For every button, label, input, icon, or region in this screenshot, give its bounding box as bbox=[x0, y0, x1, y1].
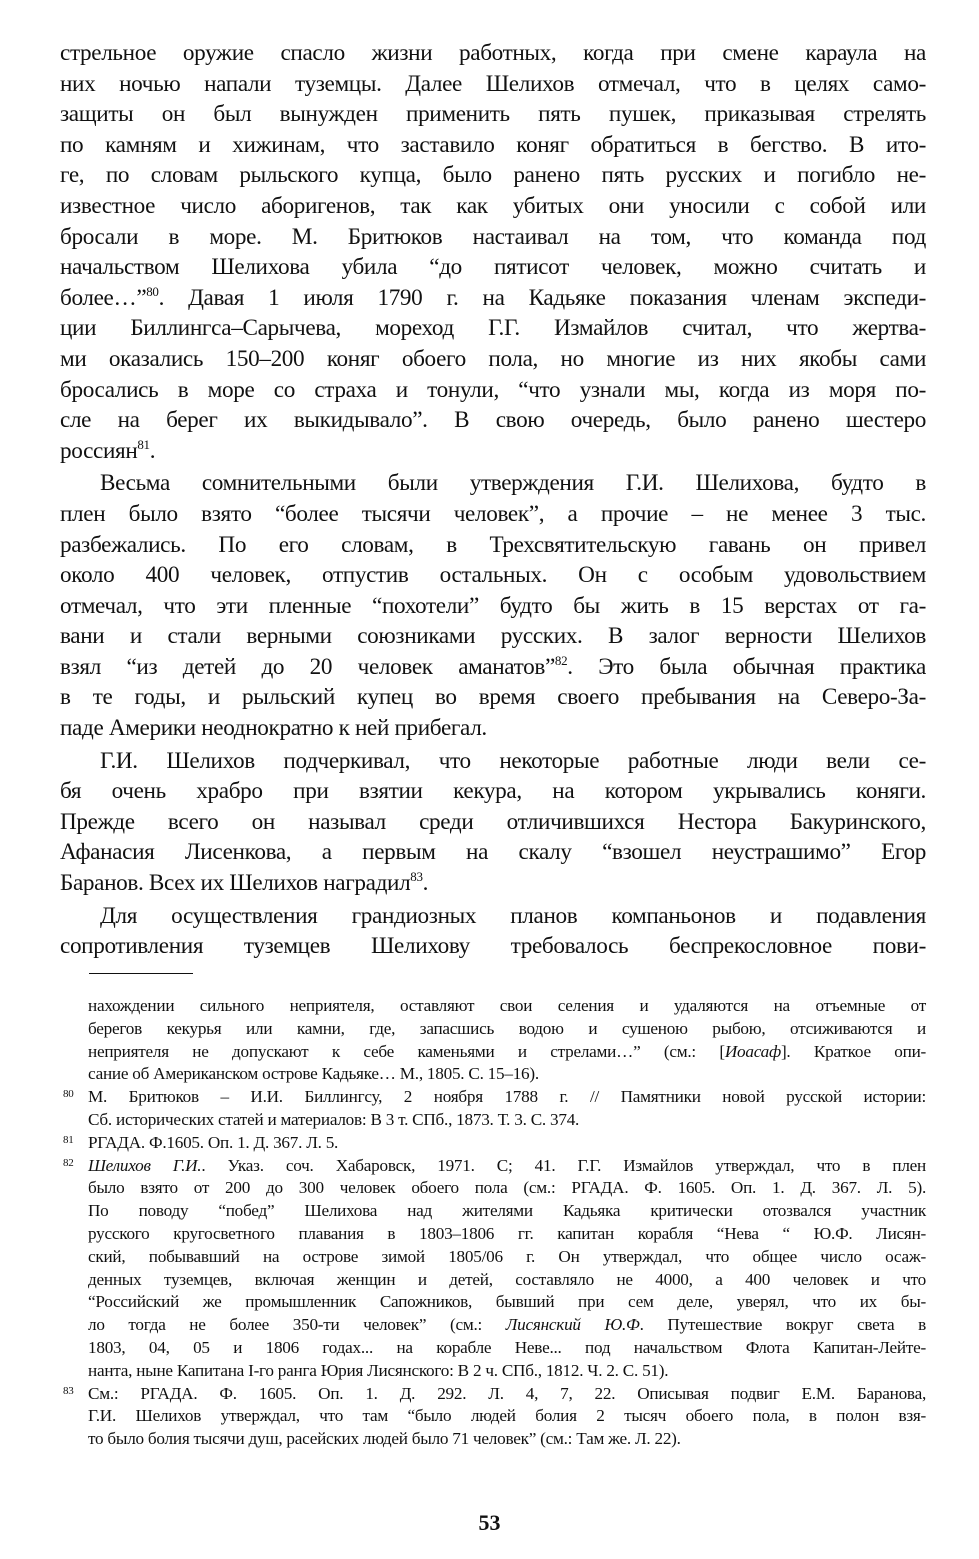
footnote-line: сание об Американском острове Кадьяке… М., 1805. С. 15–16). bbox=[88, 1064, 539, 1084]
text-line: по камням и хижинам, что заставило коняг обратиться в бегство. В ито- bbox=[60, 131, 926, 158]
footnote-line bbox=[60, 1155, 926, 1178]
text-line: бросали в море. М. Бритюков настаивал на том, что команда под bbox=[60, 223, 926, 250]
footnote-line: Г.И. Шелихов утверждал, что там “было людей болия 2 тысяч обоего пола, в полон взя- bbox=[88, 1406, 926, 1426]
footnote-ref[interactable]: 83 bbox=[410, 869, 423, 885]
text-fragment: Баранов. Всех их Шелихов наградил bbox=[60, 870, 411, 897]
text-line: сопротивления туземцев Шелихову требовалось беспрекословное пови- bbox=[60, 933, 926, 960]
footnote-continuation bbox=[60, 995, 926, 1086]
footnote-83 bbox=[60, 1383, 926, 1451]
paragraph bbox=[60, 901, 926, 962]
footnote-80 bbox=[60, 1086, 926, 1132]
text-line: Весьма сомнительными были утверждения Г.И. Шелихова, будто в bbox=[100, 470, 926, 497]
text-line: Для осуществления грандиозных планов компаньонов и подавления bbox=[100, 902, 926, 929]
text-line: в те годы, и рыльский купец во время своего пребывания на Северо-За- bbox=[60, 684, 926, 711]
text-line: паде Америки неоднократно к ней прибегал. bbox=[60, 715, 487, 742]
footnote-line: ский, побывавший на острове зимой 1805/06 г. Он утверждал, что общее число осаж- bbox=[88, 1246, 926, 1266]
footnote-82 bbox=[60, 1155, 926, 1383]
footnote-line bbox=[60, 1314, 926, 1337]
text-fragment: . bbox=[149, 437, 156, 464]
text-fragment: . Давая 1 июля 1790 г. на Кадьяке показания членам экспеди- bbox=[158, 284, 926, 311]
text-fragment: ]. Краткое опи- bbox=[780, 1041, 926, 1061]
footnote-ref[interactable]: 82 bbox=[554, 652, 568, 668]
footnote-line: нахождении сильного неприятеля, оставляют свои селения и удаляются на отъемные от bbox=[88, 996, 926, 1015]
text-line: разбежались. По его словам, в Трехсвятительскую гавань он привел bbox=[60, 531, 926, 558]
footnote-line: нанта, ныне Капитана I-го ранга Юрия Лисянского: В 2 ч. СПб., 1812. Ч. 2. С. 51). bbox=[88, 1360, 669, 1380]
text-line: около 400 человек, отпустив остальных. Он с особым удовольствием bbox=[60, 562, 926, 589]
italic-name: Иоасаф bbox=[724, 1041, 781, 1061]
text-line: ми оказались 150–200 коняг обоего пола, но многие из них якобы сами bbox=[60, 345, 926, 372]
footnote-line: РГАДА. Ф.1605. Оп. 1. Д. 367. Л. 5. bbox=[88, 1132, 339, 1152]
text-line: бя очень храбро при взятии кекура, на котором укрывались коняги. bbox=[60, 778, 926, 805]
text-line: стрельное оружие спасло жизни работных, когда при смене караула на bbox=[60, 40, 926, 66]
text-line: них ночью напали туземцы. Далее Шелихов отмечал, что в целях само- bbox=[60, 70, 926, 97]
footnote-ref[interactable]: 81 bbox=[137, 436, 150, 452]
footnote-number: 83 bbox=[63, 1384, 74, 1397]
footnote-number: 80 bbox=[63, 1088, 74, 1101]
text-line bbox=[60, 652, 926, 683]
text-line bbox=[60, 868, 926, 899]
footnote-line: По поводу “побед” Шелихова над жителями Кадьяка критически отозвался участник bbox=[88, 1201, 926, 1221]
text-line: вани и стали верными союзниками русских. В залог верности Шелихов bbox=[60, 623, 926, 650]
footnote-81 bbox=[60, 1132, 926, 1155]
text-fragment: ло тогда не более 350-ти человек” (см.: bbox=[88, 1315, 506, 1335]
paragraph bbox=[60, 746, 926, 899]
footnote-line: берегов кекурья или камни, где, запасшись водою и сушеною рыбою, отсиживаются и bbox=[88, 1018, 926, 1038]
text-fragment: . Это была обычная практика bbox=[567, 653, 926, 680]
italic-author: Шелихов Г.И. bbox=[88, 1155, 202, 1175]
italic-author: Лисянский Ю.Ф bbox=[505, 1315, 640, 1335]
text-fragment: . bbox=[422, 870, 429, 897]
footnote-line: русского кругосветного плавания в 1803–1806 гг. капитан корабля “Нева “ Ю.Ф. Лисян- bbox=[88, 1223, 926, 1243]
footnote-number: 81 bbox=[63, 1133, 74, 1146]
text-line: Афанасия Лисенкова, а первым на скалу “взошел неустрашимо” Егор bbox=[60, 839, 926, 866]
text-line: Прежде всего он называл среди отличившихся Нестора Бакуринского, bbox=[60, 808, 926, 835]
text-line: Г.И. Шелихов подчеркивал, что некоторые работные люди вели се- bbox=[100, 747, 926, 774]
footnote-line: то было болия тысячи душ, расейских людей было 71 человек” (см.: Там же. Л. 22). bbox=[88, 1429, 681, 1449]
footnote-line: См.: РГАДА. Ф. 1605. Оп. 1. Д. 292. Л. 4, 7, 22. Описывая подвиг Е.М. Баранова, bbox=[88, 1383, 926, 1403]
text-line: начальством Шелихова убила “до пятисот человек, можно считать и bbox=[60, 254, 926, 281]
footnote-line: было взято от 200 до 300 человек обоего пола (см.: РГАДА. Ф. 1605. Оп. 1. Д. 367. Л. 5). bbox=[88, 1178, 926, 1198]
page-number: 53 bbox=[478, 1510, 501, 1535]
footnote-separator bbox=[89, 973, 193, 974]
text-fragment: неприятеля не допускают к себе каменьями и стрелами…” (см.: [ bbox=[88, 1041, 725, 1061]
main-text bbox=[60, 38, 926, 962]
text-fragment: взял “из детей до 20 человек аманатов” bbox=[60, 653, 555, 680]
text-line: ге, по словам рыльского купца, было ранено пять русских и погибло не- bbox=[60, 162, 926, 189]
text-fragment: россиян bbox=[60, 437, 138, 464]
paragraph bbox=[60, 468, 926, 743]
text-line: плен было взято “более тысячи человек”, а прочие – не менее 3 тыс. bbox=[60, 500, 926, 527]
footnote-line: Сб. исторических статей и материалов: В 3 т. СПб., 1873. Т. 3. С. 374. bbox=[88, 1109, 580, 1129]
text-line bbox=[60, 283, 926, 314]
text-line: известное число аборигенов, так как убитых они уносили с собой или bbox=[60, 192, 926, 219]
footnote-number: 82 bbox=[63, 1156, 74, 1169]
text-fragment: более…” bbox=[60, 284, 147, 311]
footnote-ref[interactable]: 80 bbox=[146, 283, 159, 299]
text-line bbox=[60, 436, 926, 467]
text-line: отмечал, что эти пленные “похотели” будто бы жить в 15 верстах от га- bbox=[60, 592, 926, 619]
paragraph bbox=[60, 38, 926, 466]
text-fragment: . Путешествие вокруг света в bbox=[639, 1315, 927, 1335]
footnote-line: денных туземцев, включая женщин и детей, составляло не 4000, а 400 человек и что bbox=[88, 1269, 926, 1289]
text-line: ции Биллингса–Сарычева, мореход Г.Г. Измайлов считал, что жертва- bbox=[60, 315, 926, 342]
footnote-line: М. Бритюков – И.И. Биллингсу, 2 ноября 1788 г. // Памятники новой русской истории: bbox=[88, 1087, 926, 1107]
footnotes bbox=[60, 995, 926, 1451]
footnote-line: 1803, 04, 05 и 1806 годах... на корабле Неве... под начальством Флота Капитан-Лейте- bbox=[88, 1337, 926, 1357]
text-line: защиты он был вынужден применить пять пушек, приказывая стрелять bbox=[60, 101, 926, 128]
text-line: сле на берег их выкидывало”. В свою очередь, было ранено шестеро bbox=[60, 407, 926, 434]
footnote-line bbox=[60, 1041, 926, 1064]
text-fragment: . Указ. соч. Хабаровск, 1971. С; 41. Г.Г. Измайлов утверждал, что в плен bbox=[201, 1155, 926, 1175]
footnote-line: “Российский же промышленник Сапожников, бывший при сем деле, уверял, что их бы- bbox=[88, 1292, 926, 1312]
text-line: бросались в море со страха и тонули, “что узнали мы, когда из моря по- bbox=[60, 376, 926, 403]
